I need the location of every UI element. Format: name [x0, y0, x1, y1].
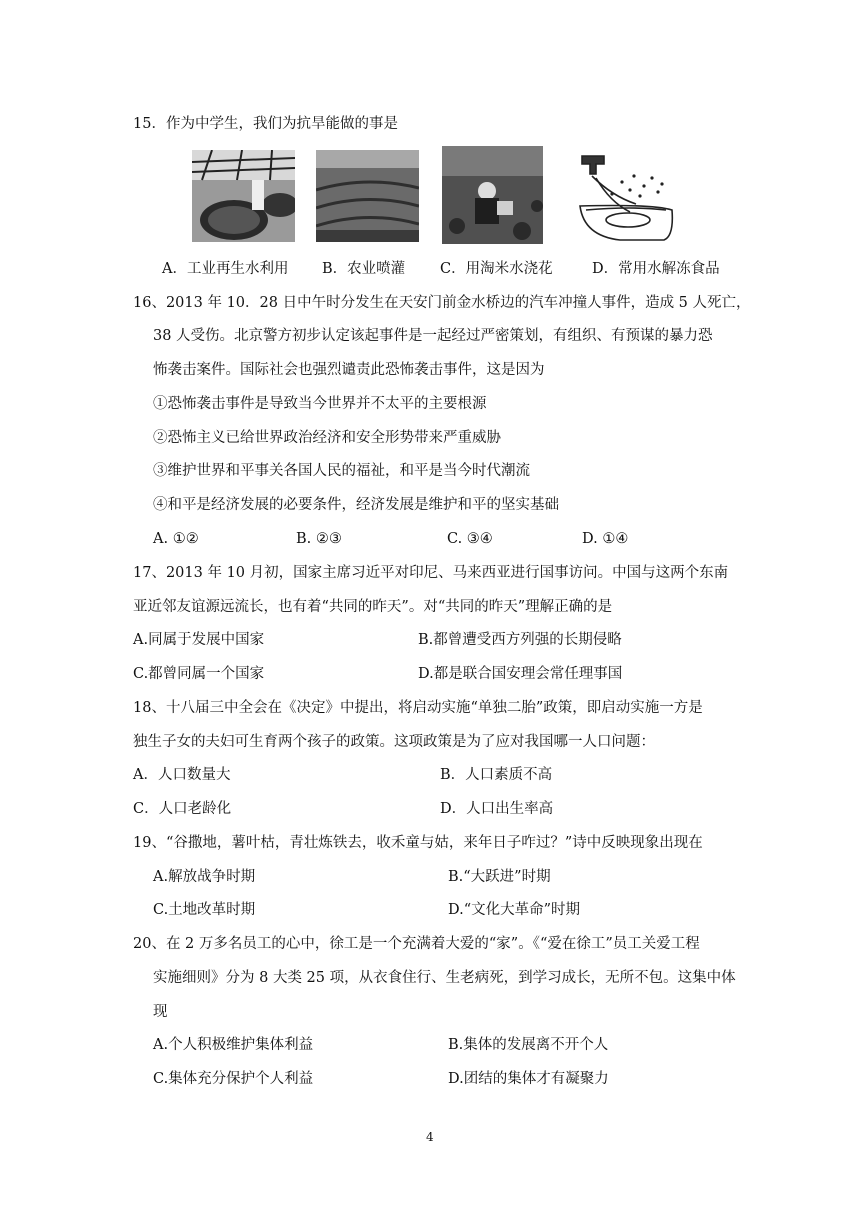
q18-line-1: 18、十八届三中全会在《决定》中提出，将启动实施“单独二胎”政策，即启动实施一方是 — [133, 700, 703, 716]
q18-option-b: B．人口素质不高 — [440, 767, 553, 783]
q19-option-a: A.解放战争时期 — [153, 869, 256, 885]
tap-thawing-food-drawing — [572, 142, 680, 246]
q16-statement-3: ③维护世界和平事关各国人民的福祉，和平是当今时代潮流 — [153, 463, 530, 479]
q16-option-b: B. ②③ — [296, 531, 342, 547]
q18-option-a: A．人口数量大 — [133, 767, 231, 783]
q20-line-3: 现 — [153, 1004, 168, 1020]
q18-option-c: C．人口老龄化 — [133, 801, 232, 817]
q15-stem: 15．作为中学生，我们为抗旱能做的事是 — [133, 116, 398, 132]
q20-line-2: 实施细则》分为 8 大类 25 项，从衣食住行、生老病死，到学习成长，无所不包。这集中体 — [153, 970, 736, 986]
q17-option-a: A.同属于发展中国家 — [133, 632, 265, 648]
q19-option-b: B.“大跃进”时期 — [448, 869, 551, 885]
q19-option-d: D.“文化大革命”时期 — [448, 902, 581, 918]
q16-line-1: 16、2013 年 10．28 日中午时分发生在天安门前金水桥边的汽车冲撞人事件，造成 5 人死亡， — [133, 295, 751, 311]
q15-option-a: A．工业再生水利用 — [162, 261, 289, 277]
q20-option-c: C.集体充分保护个人利益 — [153, 1071, 314, 1087]
q16-line-3: 怖袭击案件。国际社会也强烈谴责此恐怖袭击事件，这是因为 — [153, 362, 545, 378]
q17-option-c: C.都曾同属一个国家 — [133, 666, 265, 682]
q16-statement-1: ①恐怖袭击事件是导致当今世界并不太平的主要根源 — [153, 396, 487, 412]
q17-line-1: 17、2013 年 10 月初，国家主席习近平对印尼、马来西亚进行国事访问。中国与这两个东南 — [133, 565, 729, 581]
q15-option-b: B．农业喷灌 — [322, 261, 406, 277]
q16-option-a: A. ①② — [153, 531, 199, 547]
q17-option-d: D.都是联合国安理会常任理事国 — [418, 666, 623, 682]
q16-statement-4: ④和平是经济发展的必要条件，经济发展是维护和平的坚实基础 — [153, 497, 559, 513]
water-treatment-photo — [192, 150, 295, 242]
q20-option-d: D.团结的集体才有凝聚力 — [448, 1071, 609, 1087]
q19-stem: 19、“谷撒地，薯叶枯，青壮炼铁去，收禾童与姑，来年日子咋过？”诗中反映现象出现在 — [133, 835, 703, 851]
q17-option-b: B.都曾遭受西方列强的长期侵略 — [418, 632, 622, 648]
page-number: 4 — [426, 1130, 434, 1144]
q17-line-2: 亚近邻友谊源远流长，也有着“共同的昨天”。对“共同的昨天”理解正确的是 — [133, 599, 613, 615]
q18-option-d: D．人口出生率高 — [440, 801, 554, 817]
q18-line-2: 独生子女的夫妇可生育两个孩子的政策。这项政策是为了应对我国哪一人口问题： — [133, 734, 655, 750]
q15-option-c: C．用淘米水浇花 — [440, 261, 553, 277]
q15-option-d: D．常用水解冻食品 — [592, 261, 720, 277]
sprinkler-field-photo — [316, 150, 419, 242]
q16-option-d: D. ①④ — [582, 531, 629, 547]
q20-option-a: A.个人积极维护集体利益 — [153, 1037, 314, 1053]
q16-statement-2: ②恐怖主义已给世界政治经济和安全形势带来严重威胁 — [153, 430, 501, 446]
watering-garden-photo — [442, 146, 543, 244]
q20-option-b: B.集体的发展离不开个人 — [448, 1037, 609, 1053]
q19-option-c: C.土地改革时期 — [153, 902, 256, 918]
q16-line-2: 38 人受伤。北京警方初步认定该起事件是一起经过严密策划，有组织、有预谋的暴力恐 — [153, 328, 713, 344]
q20-line-1: 20、在 2 万多名员工的心中，徐工是一个充满着大爱的“家”。《“爱在徐工”员工关爱工程 — [133, 936, 700, 952]
q16-option-c: C. ③④ — [447, 531, 493, 547]
